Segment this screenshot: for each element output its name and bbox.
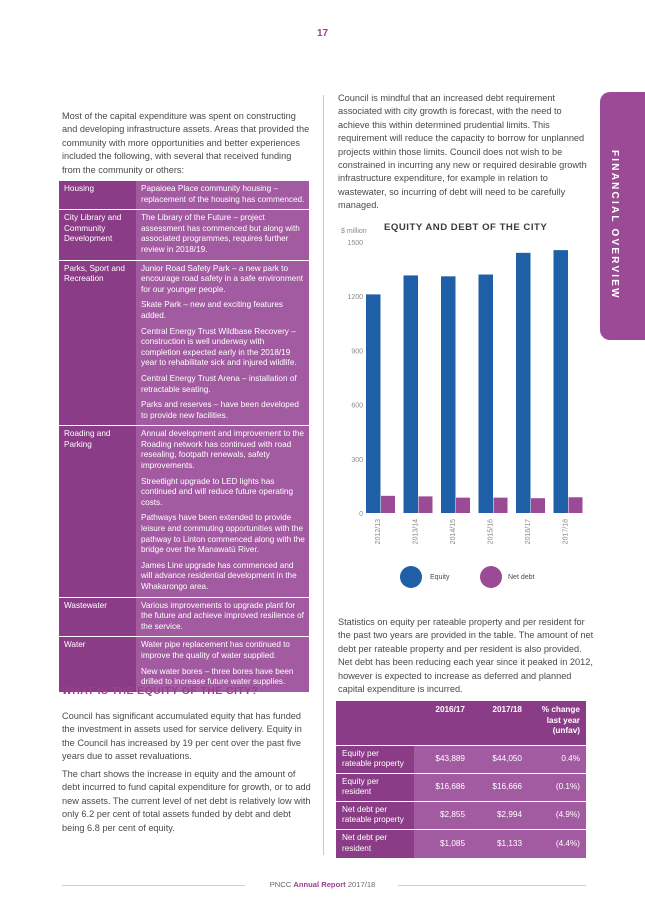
value-cell: (4.4%): [528, 830, 586, 858]
equity-bar: [554, 250, 569, 513]
x-tick-label: 2017/18: [562, 519, 570, 545]
table-row: [59, 260, 309, 426]
statistics-table: [336, 701, 586, 858]
legend-net-debt-swatch: [480, 566, 502, 588]
section-tab-label: FINANCIAL OVERVIEW: [609, 150, 620, 300]
value-cell: $16,666: [471, 773, 528, 801]
net-debt-bar: [531, 498, 545, 513]
description-item: Various improvements to upgrade plant for the future and achieve improved resilience of the service.: [141, 600, 304, 631]
y-tick-label: 600: [351, 402, 363, 410]
table-row: [336, 801, 586, 829]
description-cell: [136, 260, 309, 426]
column-divider: [323, 95, 324, 855]
column-header: % change last year (unfav): [528, 701, 586, 745]
equity-bar: [366, 294, 381, 513]
table-row: [336, 745, 586, 773]
legend-equity-label: Equity: [430, 574, 450, 581]
row-label: Net debt per resident: [336, 830, 414, 858]
table-row: [336, 830, 586, 858]
description-cell: [136, 210, 309, 260]
column-header: [336, 701, 414, 745]
x-tick-label: 2015/16: [487, 519, 495, 545]
equity-paragraph-1: Council has significant accumulated equity that has funded the investment in assets used for service delivery. Equity in the Council has increased by 19 per cent over the past five years due to asset revaluations.: [62, 711, 302, 762]
table-row: [59, 637, 309, 692]
chart-y-unit: $ million: [341, 228, 367, 235]
y-tick-label: 0: [359, 511, 363, 518]
table-row: [59, 210, 309, 260]
category-cell: City Library and Community Development: [59, 210, 136, 260]
table-row: [59, 426, 309, 597]
row-label: Net debt per rateable property: [336, 801, 414, 829]
equity-bar: [479, 275, 494, 513]
y-tick-label: 300: [351, 456, 363, 464]
description-item: Streetlight upgrade to LED lights has continued and will reduce future operating costs.: [141, 476, 294, 507]
net-debt-bar: [456, 498, 470, 513]
description-item: James Line upgrade has commenced and will advance residential development in the Whakarongo area.: [141, 560, 297, 591]
row-label: Equity per rateable property: [336, 745, 414, 773]
description-item: Skate Park – new and exciting features added.: [141, 300, 283, 320]
description-item: Annual development and improvement to the Roading network has continued with road resealing, footpath renewals, safety improvements.: [141, 429, 304, 471]
description-cell: [136, 426, 309, 597]
value-cell: $1,085: [414, 830, 471, 858]
description-item: Central Energy Trust Arena – installation of retractable seating.: [141, 373, 297, 394]
value-cell: $44,050: [471, 745, 528, 773]
category-cell: Parks, Sport and Recreation: [59, 260, 136, 426]
description-cell: [136, 637, 309, 692]
net-debt-bar: [419, 496, 433, 513]
description-cell: [136, 181, 309, 210]
y-tick-label: 900: [351, 348, 363, 356]
x-tick-label: 2012/13: [375, 519, 382, 545]
value-cell: $1,133: [471, 830, 528, 858]
value-cell: $43,889: [414, 745, 471, 773]
section-heading: WHAT IS THE EQUITY OF THE CITY?: [62, 685, 259, 697]
net-debt-bar: [381, 496, 395, 513]
value-cell: $2,994: [471, 801, 528, 829]
x-tick-label: 2016/17: [525, 519, 532, 545]
footer-org: PNCC: [269, 880, 292, 889]
value-cell: $16,686: [414, 773, 471, 801]
table-row: [59, 597, 309, 637]
y-tick-label: 1500: [347, 240, 363, 247]
equity-paragraph-2: The chart shows the increase in equity and the amount of debt incurred to fund capital expenditure for growth, or to add new assets. The current level of net debt is relatively low with only 6.2 per cent of total assets funded by debt and debt being 6.8 per cent of equity.: [62, 769, 311, 833]
value-cell: $2,855: [414, 801, 471, 829]
table-header-row: [336, 701, 586, 745]
value-cell: (4.9%): [528, 801, 586, 829]
x-tick-label: 2014/15: [450, 519, 457, 545]
footer: [0, 880, 645, 889]
capital-expenditure-table: [59, 180, 309, 692]
column-header: 2017/18: [471, 701, 528, 745]
table-row: [336, 773, 586, 801]
footer-title: Annual Report: [293, 880, 346, 889]
value-cell: (0.1%): [528, 773, 586, 801]
column-header: 2016/17: [414, 701, 471, 745]
description-item: Parks and reserves – have been developed to provide new facilities.: [141, 400, 299, 420]
y-tick-label: 1200: [347, 294, 363, 302]
footer-year: 2017/18: [347, 880, 376, 889]
description-item: Junior Road Safety Park – a new park to encourage road safety in a safe environment for our younger people.: [141, 263, 304, 294]
intro-paragraph: Most of the capital expenditure was spent on constructing and developing infrastructure assets. Areas that provided the community with more opportunities and better experiences included the following, with several that received funding from the community or others:: [62, 111, 310, 175]
table-row: [59, 181, 309, 210]
x-tick-label: 2013/14: [412, 519, 420, 545]
category-cell: Wastewater: [59, 597, 136, 637]
statistics-paragraph: Statistics on equity per rateable property and per resident for the past two years are provided in the table. The amount of net debt per rateable property and per resident is also provided. Net debt has been reducing each year since it peaked in 2012, however is expected to increase as deferred and planned capital expenditure is incurred.: [338, 617, 594, 695]
description-item: The Library of the Future – project assessment has commenced but along with associated programmes, requires further review in 2018/19.: [141, 213, 300, 254]
section-tab: [600, 92, 645, 340]
description-item: New water bores – three bores have been drilled to increase future water supplies.: [141, 666, 294, 687]
chart-title: EQUITY AND DEBT OF THE CITY: [384, 222, 548, 233]
description-item: Pathways have been extended to provide leisure and commuting opportunities with the pathway to Linton commenced along with the bridge over the Manawatū River.: [141, 513, 305, 555]
equity-bar: [441, 276, 456, 513]
legend-net-debt-label: Net debt: [508, 574, 535, 581]
category-cell: Housing: [59, 181, 136, 210]
category-cell: Roading and Parking: [59, 426, 136, 597]
category-cell: Water: [59, 637, 136, 692]
debt-paragraph: Council is mindful that an increased debt requirement associated with city growth is forecast, with the need to achieve this within determined prudential limits. This requirement will reduce the capacity to borrow for unplanned projects within those limits. Council does not wish to be constrained in incurring any new or required desirable growth infrastructure expenditure, for example in relation to wastewater, so incurring of debt will need to be carefully managed.: [338, 93, 587, 211]
description-item: Water pipe replacement has continued to improve the quality of water supplied.: [141, 640, 290, 660]
row-label: Equity per resident: [336, 773, 414, 801]
legend-equity-swatch: [400, 566, 422, 588]
description-item: Papaioea Place community housing – replacement of the housing has commenced.: [141, 184, 305, 204]
equity-bar: [516, 253, 531, 513]
description-cell: [136, 597, 309, 637]
value-cell: 0.4%: [528, 745, 586, 773]
page-number: 17: [316, 28, 329, 39]
net-debt-bar: [494, 498, 508, 513]
description-item: Central Energy Trust Wildbase Recovery – construction is well underway with completion expected early in the 2018/19 year to rehabilitate sick and injured wildlife.: [141, 326, 297, 368]
equity-bar: [404, 275, 419, 513]
equity-debt-chart: [330, 235, 590, 560]
net-debt-bar: [569, 497, 583, 513]
